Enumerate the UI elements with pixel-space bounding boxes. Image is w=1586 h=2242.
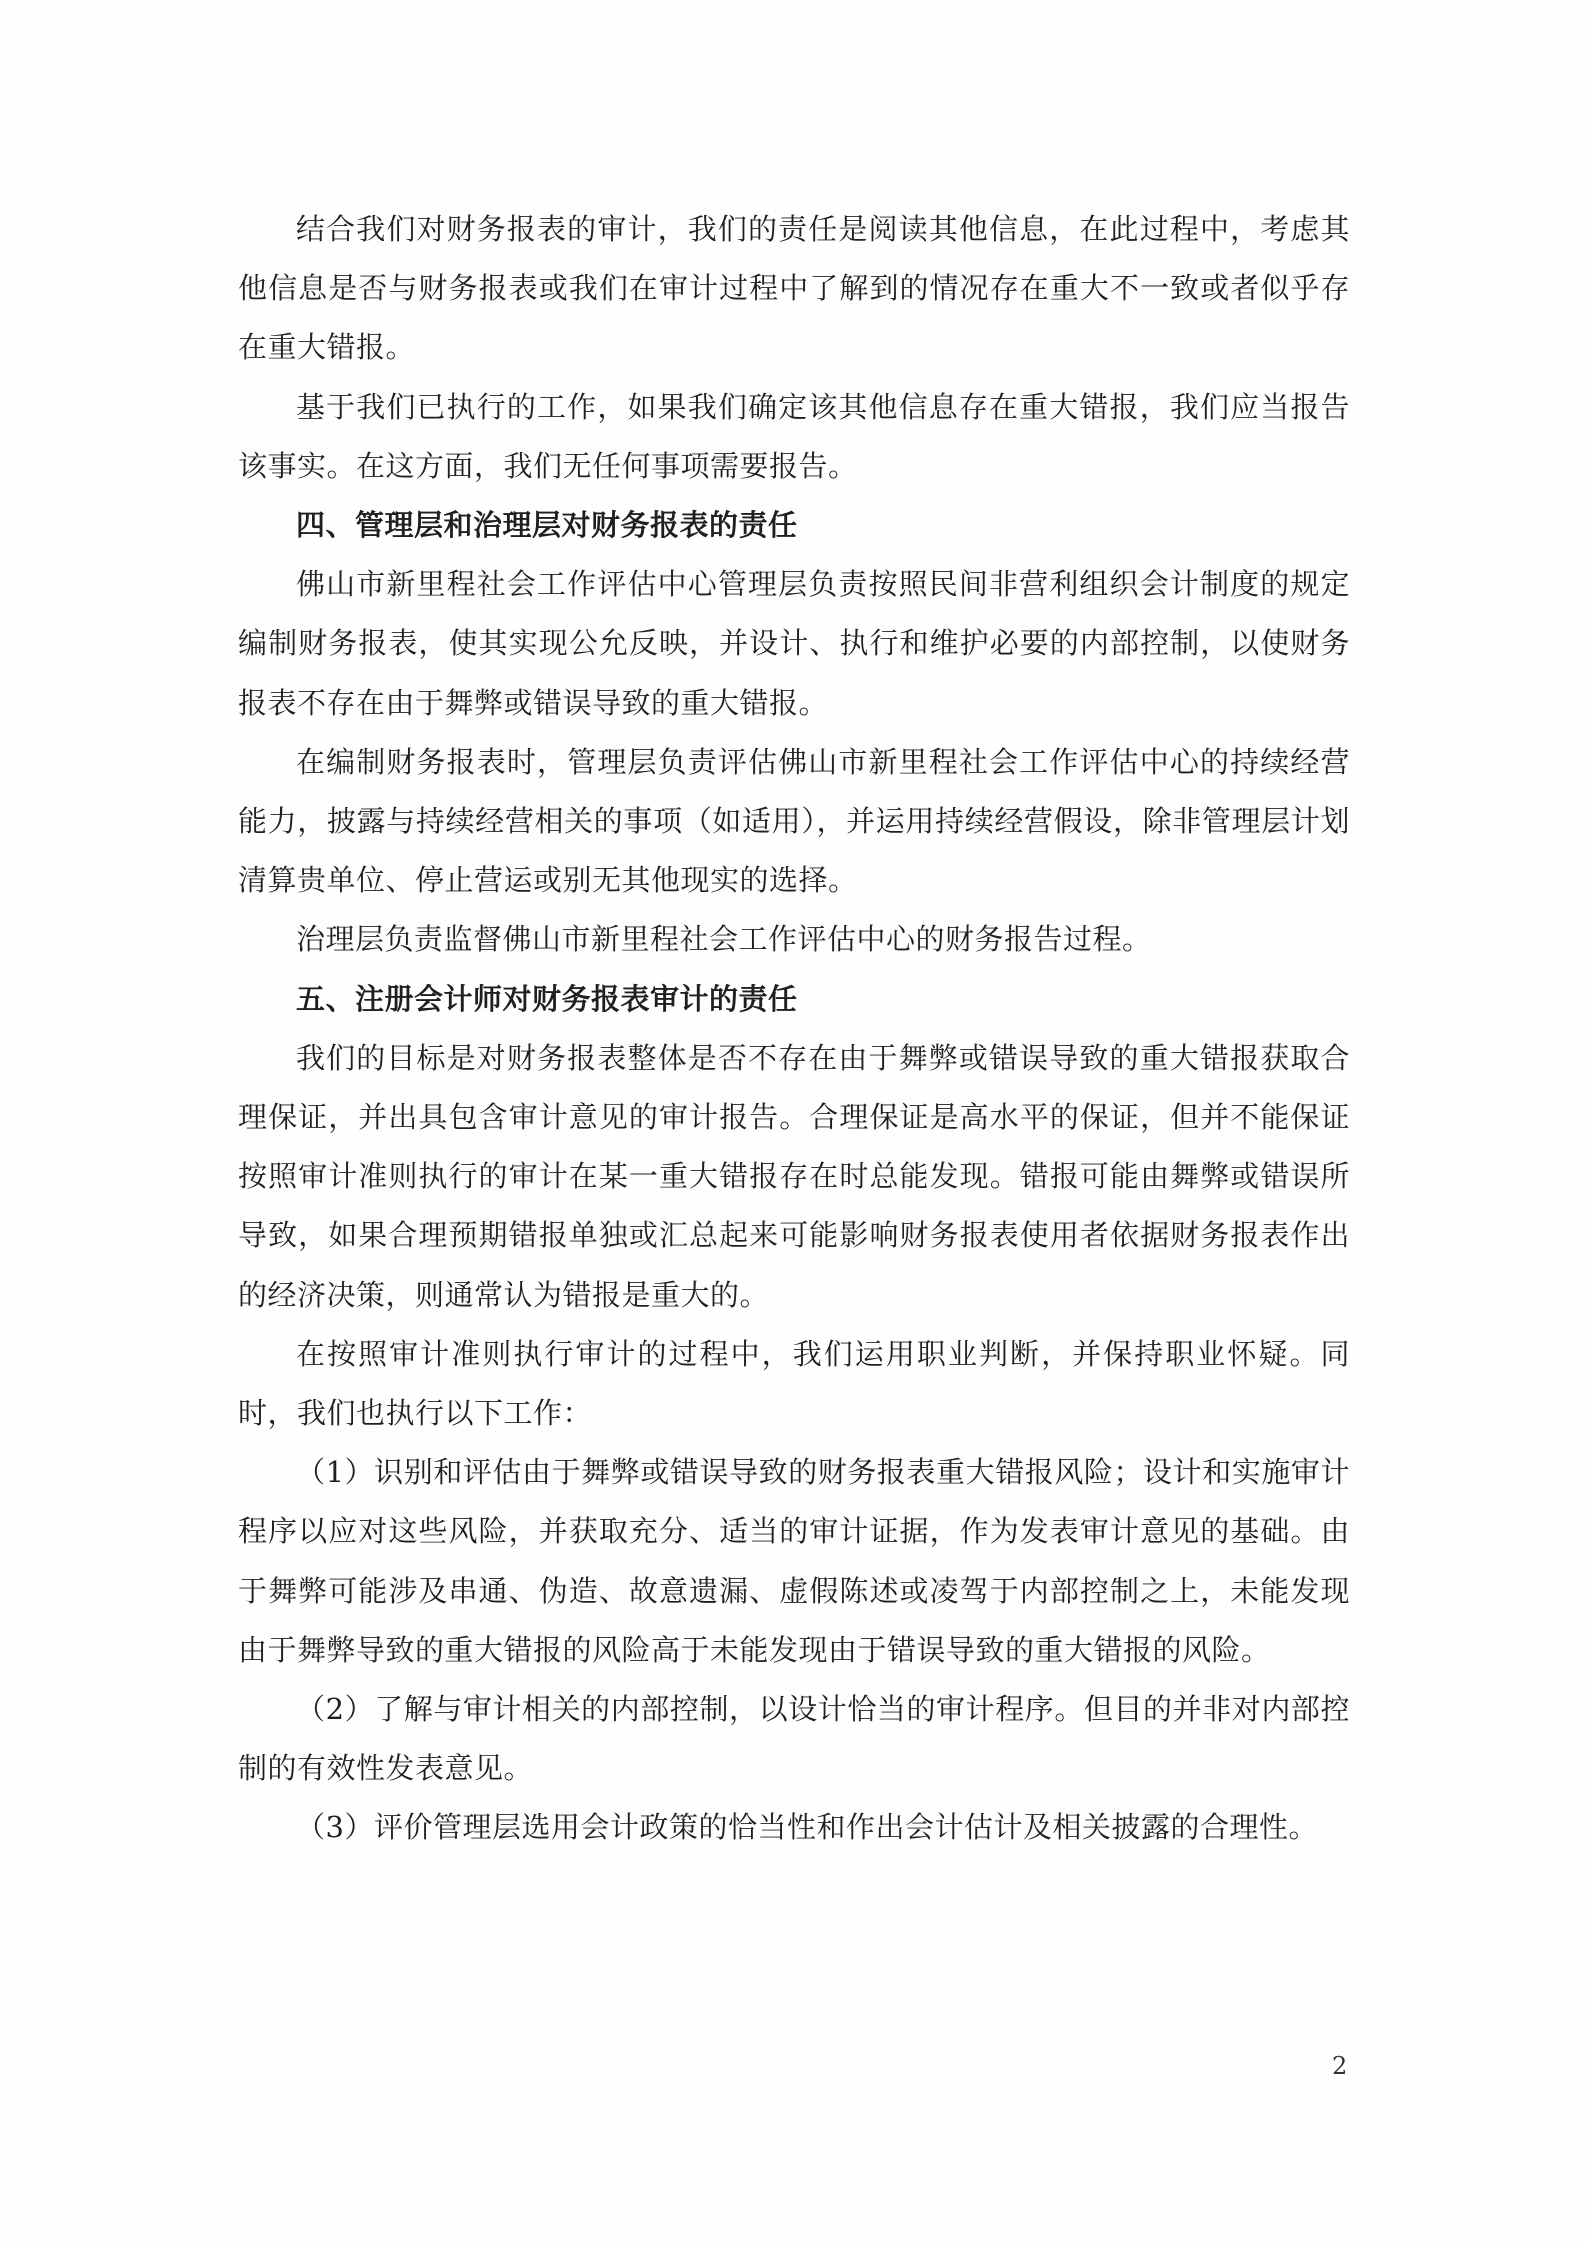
- document-body: [238, 200, 1350, 1858]
- section-heading-auditor-responsibility: 五、注册会计师对财务报表审计的责任: [296, 981, 798, 1016]
- paragraph-audit-objective: 我们的目标是对财务报表整体是否不存在由于舞弊或错误导致的重大错报获取合理保证，并出具包含审计意见的审计报告。合理保证是高水平的保证，但并不能保证按照审计准则执行的审计在某一重大错报存在时总能发现。错报可能由舞弊或错误所导致，如果合理预期错报单独或汇总起来可能影响财务报表使用者依据财务报表作出的经济决策，则通常认为错报是重大的。: [238, 1040, 1350, 1312]
- paragraph-other-info-responsibility: 结合我们对财务报表的审计，我们的责任是阅读其他信息，在此过程中，考虑其他信息是否与财务报表或我们在审计过程中了解到的情况存在重大不一致或者似乎存在重大错报。: [238, 212, 1350, 365]
- page-number: 2: [1332, 2052, 1348, 2080]
- paragraph-item-2-internal-control: （2）了解与审计相关的内部控制，以设计恰当的审计程序。但目的并非对内部控制的有效性发表意见。: [238, 1692, 1350, 1786]
- paragraph-professional-judgment: 在按照审计准则执行审计的过程中，我们运用职业判断，并保持职业怀疑。同时，我们也执行以下工作：: [238, 1336, 1350, 1431]
- paragraph-report-fact: 基于我们已执行的工作，如果我们确定该其他信息存在重大错报，我们应当报告该事实。在这方面，我们无任何事项需要报告。: [238, 389, 1350, 483]
- paragraph-going-concern: 在编制财务报表时，管理层负责评估佛山市新里程社会工作评估中心的持续经营能力，披露与持续经营相关的事项（如适用），并运用持续经营假设，除非管理层计划清算贵单位、停止营运或别无其他现实的选择。: [238, 744, 1350, 898]
- paragraph-item-3-accounting-policies: （3）评价管理层选用会计政策的恰当性和作出会计估计及相关披露的合理性。: [296, 1810, 1318, 1845]
- paragraph-governance-oversight: 治理层负责监督佛山市新里程社会工作评估中心的财务报告过程。: [296, 922, 1152, 957]
- section-heading-management-responsibility: 四、管理层和治理层对财务报表的责任: [296, 508, 798, 543]
- paragraph-management-preparation: 佛山市新里程社会工作评估中心管理层负责按照民间非营利组织会计制度的规定编制财务报表，使其实现公允反映，并设计、执行和维护必要的内部控制，以使财务报表不存在由于舞弊或错误导致的重大错报。: [238, 567, 1350, 720]
- paragraph-item-1-risk-assessment: （1）识别和评估由于舞弊或错误导致的财务报表重大错报风险；设计和实施审计程序以应对这些风险，并获取充分、适当的审计证据，作为发表审计意见的基础。由于舞弊可能涉及串通、伪造、故意遗漏、虚假陈述或凌驾于内部控制之上，未能发现由于舞弊导致的重大错报的风险高于未能发现由于错误导致的重大错报的风险。: [238, 1455, 1350, 1667]
